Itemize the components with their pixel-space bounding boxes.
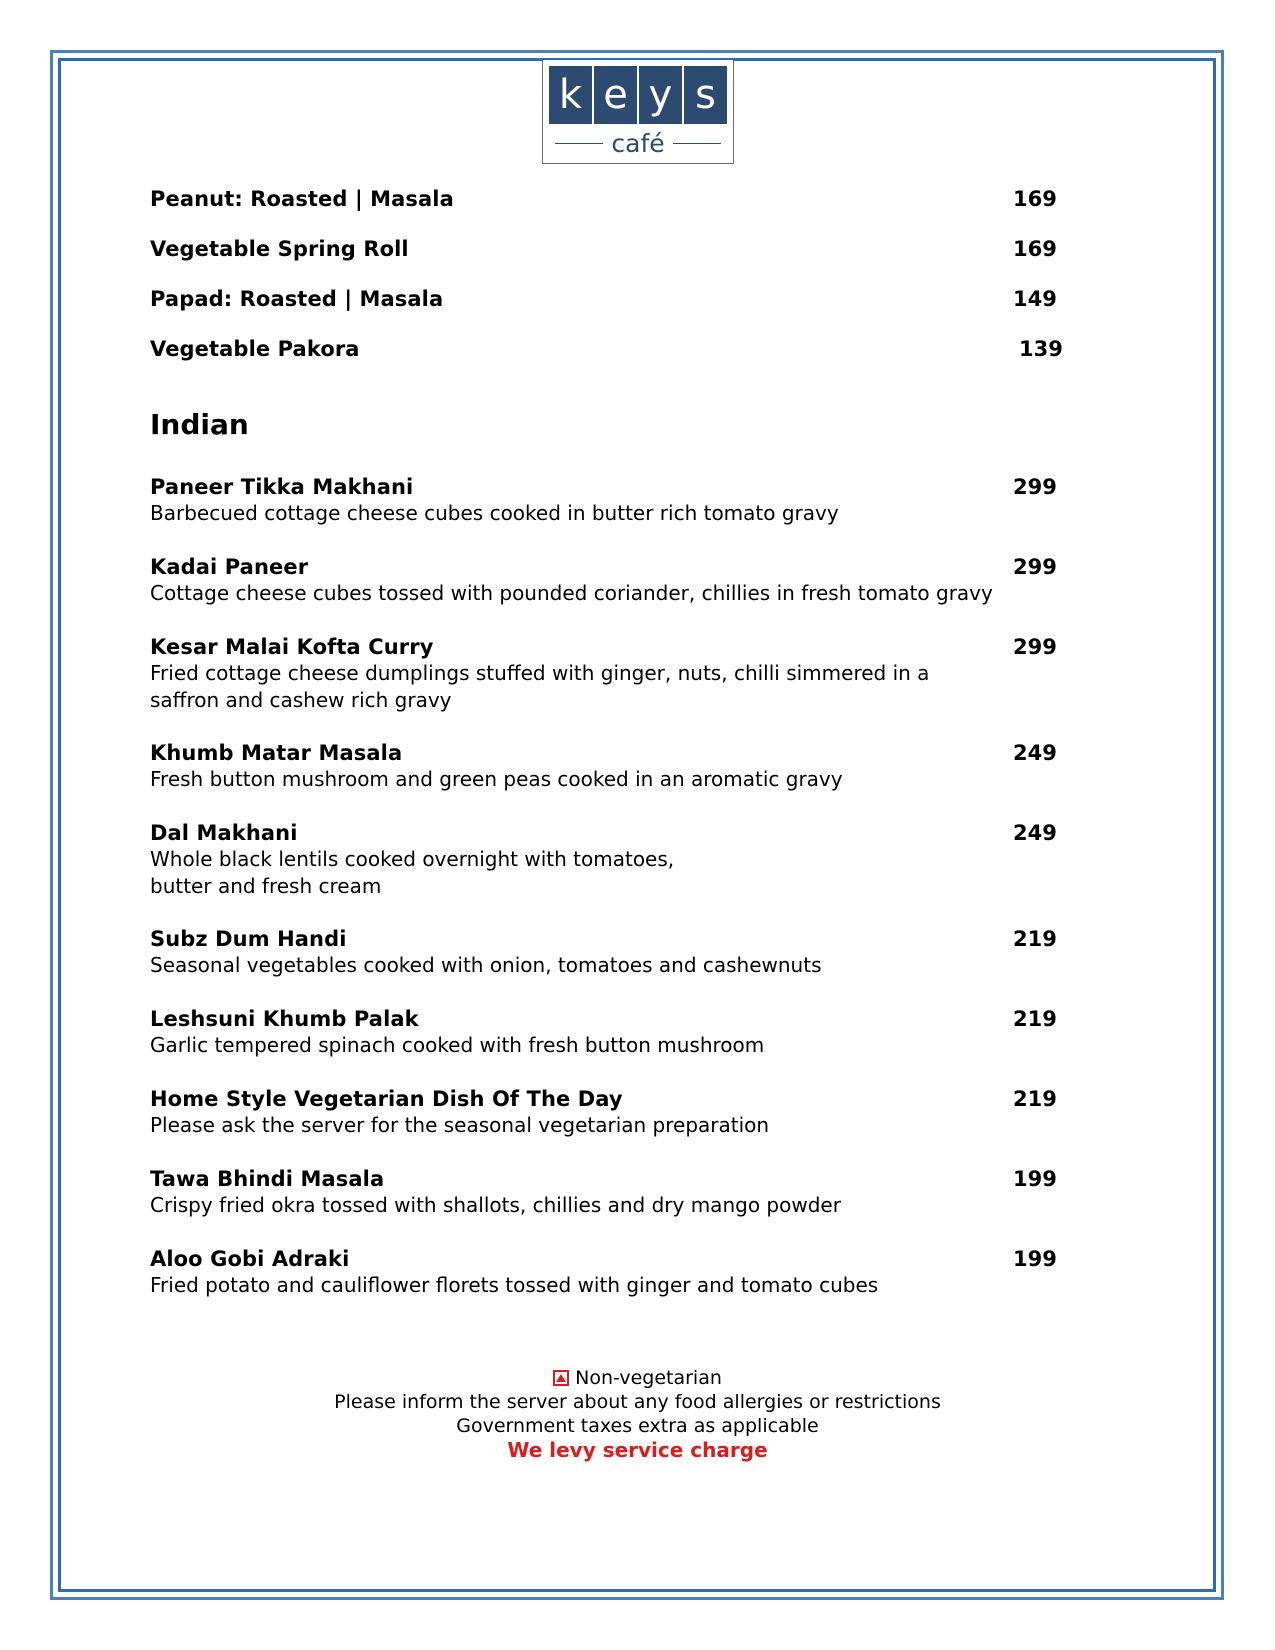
item-price: 199	[1013, 1167, 1057, 1191]
menu-item	[150, 740, 1095, 793]
item-name: Kadai Paneer	[150, 555, 309, 579]
menu-item	[150, 1006, 1095, 1059]
menu-item	[150, 1086, 1095, 1139]
item-description: Barbecued cottage cheese cubes cooked in butter rich tomato gravy	[150, 501, 839, 525]
item-name: Kesar Malai Kofta Curry	[150, 635, 434, 659]
item-price: 219	[1013, 1007, 1057, 1031]
item-name: Peanut: Roasted | Masala	[150, 187, 454, 211]
item-name: Aloo Gobi Adraki	[150, 1247, 350, 1271]
logo-letter: s	[684, 66, 727, 124]
logo-rule-left	[555, 143, 603, 144]
service-charge-note: We levy service charge	[507, 1438, 768, 1462]
item-price: 219	[1013, 927, 1057, 951]
item-description: Please ask the server for the seasonal vegetarian preparation	[150, 1113, 770, 1137]
menu-item	[150, 336, 1095, 362]
item-price: 299	[1013, 475, 1057, 499]
menu-item	[150, 926, 1095, 979]
item-price: 169	[1013, 187, 1057, 211]
menu-item	[150, 1246, 1095, 1299]
logo-rule-right	[673, 143, 721, 144]
legend-label: Non-vegetarian	[575, 1367, 722, 1389]
item-price: 299	[1013, 555, 1057, 579]
menu-item	[150, 1166, 1095, 1219]
item-name: Dal Makhani	[150, 821, 298, 845]
menu-item	[150, 474, 1095, 527]
menu-item	[150, 186, 1095, 212]
legend-line	[0, 1366, 1275, 1390]
tax-note: Government taxes extra as applicable	[456, 1415, 819, 1437]
item-description: Fried cottage cheese dumplings stuffed with ginger, nuts, chilli simmered in a	[150, 661, 930, 685]
section-title: Indian	[150, 408, 249, 441]
item-name: Tawa Bhindi Masala	[150, 1167, 385, 1191]
menu-item	[150, 820, 1095, 900]
item-price: 169	[1013, 237, 1057, 261]
item-description: Garlic tempered spinach cooked with fresh button mushroom	[150, 1033, 765, 1057]
item-name: Leshsuni Khumb Palak	[150, 1007, 419, 1031]
item-name: Vegetable Pakora	[150, 337, 360, 361]
item-description: saffron and cashew rich gravy	[150, 688, 452, 712]
item-name: Vegetable Spring Roll	[150, 237, 409, 261]
item-description: Cottage cheese cubes tossed with pounded coriander, chillies in fresh tomato gravy	[150, 581, 993, 605]
item-name: Home Style Vegetarian Dish Of The Day	[150, 1087, 623, 1111]
item-description: butter and fresh cream	[150, 874, 382, 898]
menu-item	[150, 634, 1095, 714]
item-description: Whole black lentils cooked overnight with tomatoes,	[150, 847, 675, 871]
non-veg-triangle-icon	[553, 1370, 569, 1386]
menu-item	[150, 554, 1095, 607]
item-name: Subz Dum Handi	[150, 927, 347, 951]
item-price: 249	[1013, 741, 1057, 765]
logo-letter: y	[639, 66, 682, 124]
item-description: Fresh button mushroom and green peas cooked in an aromatic gravy	[150, 767, 843, 791]
item-description: Seasonal vegetables cooked with onion, tomatoes and cashewnuts	[150, 953, 822, 977]
item-price: 299	[1013, 635, 1057, 659]
item-price: 199	[1013, 1247, 1057, 1271]
menu-item	[150, 286, 1095, 312]
logo-subtitle: café	[611, 128, 665, 158]
keys-cafe-logo	[542, 60, 734, 164]
item-description: Fried potato and cauliflower florets tossed with ginger and tomato cubes	[150, 1273, 879, 1297]
item-price: 149	[1013, 287, 1057, 311]
item-price: 139	[1019, 337, 1063, 361]
item-name: Papad: Roasted | Masala	[150, 287, 444, 311]
item-price: 219	[1013, 1087, 1057, 1111]
item-name: Khumb Matar Masala	[150, 741, 403, 765]
item-price: 249	[1013, 821, 1057, 845]
item-name: Paneer Tikka Makhani	[150, 475, 414, 499]
logo-letter: e	[594, 66, 637, 124]
allergy-note: Please inform the server about any food allergies or restrictions	[334, 1391, 941, 1413]
item-description: Crispy fried okra tossed with shallots, chillies and dry mango powder	[150, 1193, 841, 1217]
logo-letter: k	[549, 66, 592, 124]
menu-item	[150, 236, 1095, 262]
